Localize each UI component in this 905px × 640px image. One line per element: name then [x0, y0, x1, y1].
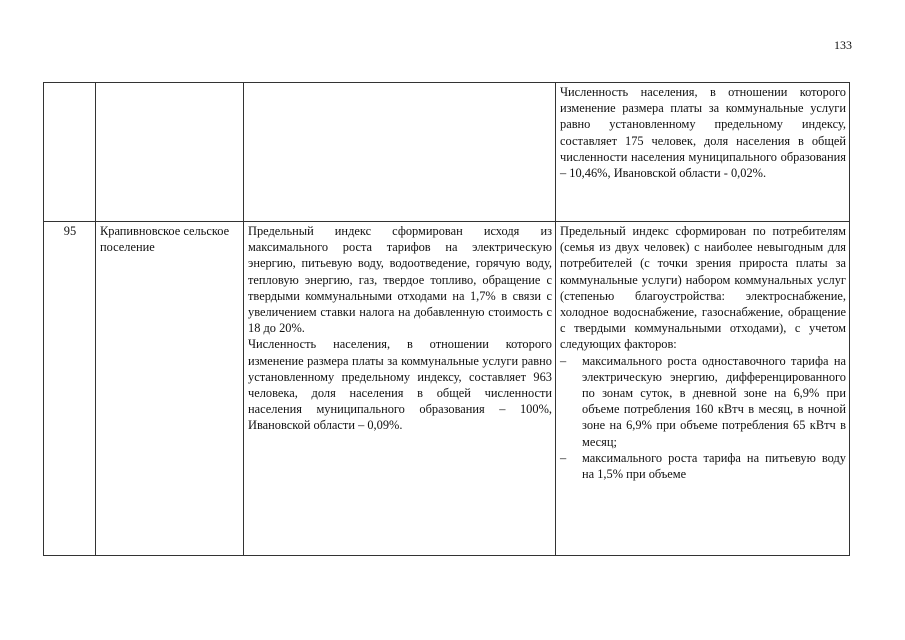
population-share-text: Численность населения, в отношении которого изменение размера платы за коммунальные услуги равно установленному предельному индексу, составляет 963 человека, доля населения в общей численности населения муниципального образования – 100%, Ивановской области – 0,09%. [248, 337, 552, 433]
factor-text: максимального роста тарифа на питьевую воду на 1,5% при объеме [582, 450, 846, 482]
settlement-name-cell [96, 222, 244, 556]
table-row [44, 83, 850, 222]
settlement-name-cell [96, 83, 244, 222]
population-cell [556, 83, 850, 222]
index-basis-text: Предельный индекс сформирован исходя из максимального роста тарифов на электрическую энергию, питьевую воду, водоотведение, горячую воду, тепловую энергию, газ, твердое топливо, обращение с твердыми коммунальными отходами на 1,7% в связи с увеличением ставки налога на добавленную стоимость с 18 до 20%. [248, 224, 552, 336]
list-item [560, 450, 846, 482]
factors-list [560, 353, 846, 483]
dash-marker: – [560, 450, 567, 465]
index-basis-cell [244, 83, 556, 222]
settlement-name: Крапивновское сельское поселение [100, 224, 230, 255]
row-number: 95 [63, 224, 77, 238]
list-item [560, 353, 846, 450]
population-text: Численность населения, в отношении которого изменение размера платы за коммунальные услуги равно установленному предельному индексу, составляет 175 человек, доля населения в общей численности населения муниципального образования – 10,46%, Ивановской области - 0,02%. [560, 85, 846, 181]
consumer-set-intro: Предельный индекс сформирован по потребителям (семья из двух человек) с наиболее невыгодным для потребителей (с точки зрения прироста платы за коммунальные услуги) набором коммунальных услуг (степенью благоустройства: электроснабжение, холодное водоснабжение, газоснабжение, обращение с твердыми коммунальными отходами), с учетом следующих факторов: [560, 224, 846, 352]
factor-text: максимального роста одноставочного тарифа на электрическую энергию, дифференцированного по зонам суток, в дневной зоне на 6,9% при объеме потребления 160 кВтч в месяц, в ночной зоне на 6,9% при объеме потребления 65 кВтч в месяц; [582, 353, 846, 449]
tariff-table [43, 82, 850, 556]
index-basis-cell [244, 222, 556, 556]
row-number-cell [44, 222, 96, 556]
consumer-set-cell [556, 222, 850, 556]
page-number: 133 [834, 38, 852, 52]
dash-marker: – [560, 353, 567, 368]
table-row [44, 222, 850, 556]
row-number-cell [44, 83, 96, 222]
